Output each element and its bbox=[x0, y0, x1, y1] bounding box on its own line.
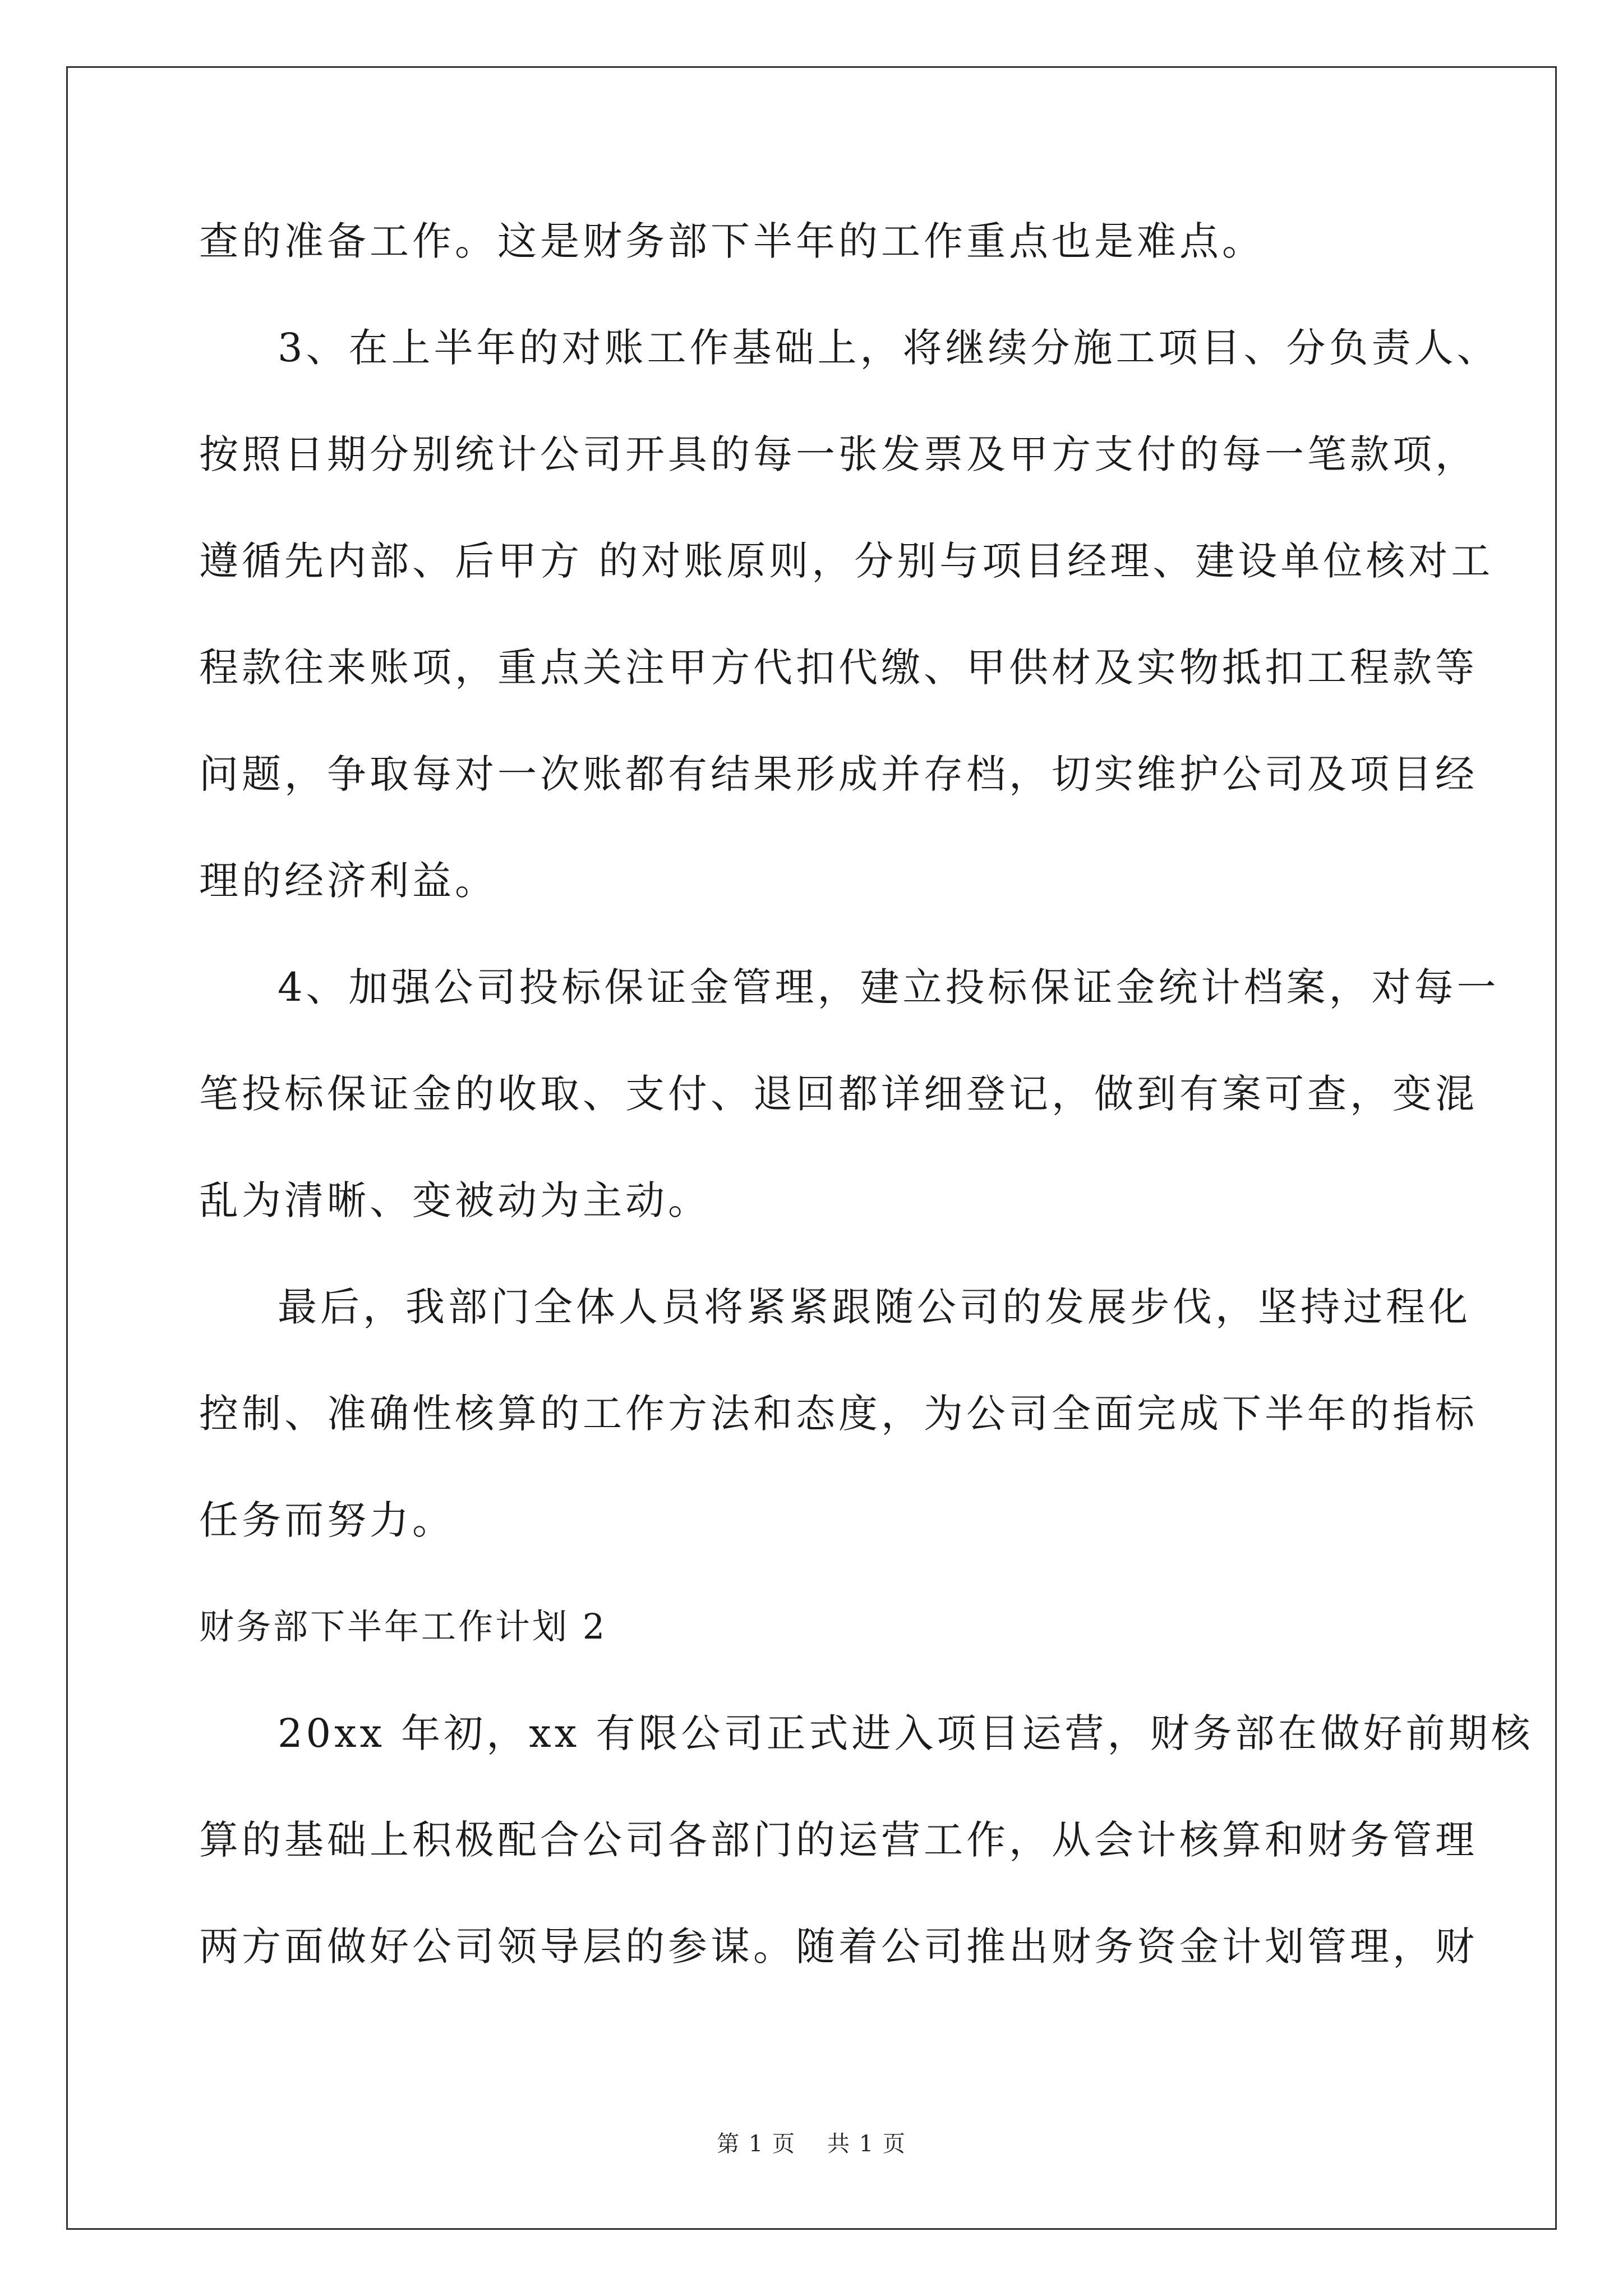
page-number-current: 第 1 页 bbox=[717, 2131, 796, 2157]
page-number-total: 共 1 页 bbox=[827, 2131, 906, 2157]
paragraph-line: 按照日期分别统计公司开具的每一张发票及甲方支付的每一笔款项， bbox=[199, 431, 1478, 477]
section-heading: 财务部下半年工作计划 2 bbox=[199, 1606, 607, 1647]
paragraph-line: 查的准备工作。这是财务部下半年的工作重点也是难点。 bbox=[199, 218, 1265, 264]
document-body bbox=[199, 208, 1534, 2019]
page-footer bbox=[0, 2126, 1623, 2158]
paragraph-line: 最后，我部门全体人员将紧紧跟随公司的发展步伐，坚持过程化 bbox=[278, 1284, 1471, 1330]
paragraph-line: 4、加强公司投标保证金管理，建立投标保证金统计档案，对每一 bbox=[278, 964, 1500, 1010]
paragraph-line: 乱为清晰、变被动为主动。 bbox=[199, 1177, 711, 1223]
paragraph-line: 3、在上半年的对账工作基础上，将继续分施工项目、分负责人、 bbox=[278, 325, 1500, 371]
paragraph-line: 控制、准确性核算的工作方法和态度，为公司全面完成下半年的指标 bbox=[199, 1391, 1478, 1437]
paragraph-line: 问题，争取每对一次账都有结果形成并存档，切实维护公司及项目经 bbox=[199, 751, 1478, 797]
paragraph-line: 两方面做好公司领导层的参谋。随着公司推出财务资金计划管理，财 bbox=[199, 1924, 1478, 1970]
paragraph-line: 程款往来账项，重点关注甲方代扣代缴、甲供材及实物抵扣工程款等 bbox=[199, 645, 1478, 691]
paragraph-line: 理的经济利益。 bbox=[199, 858, 497, 904]
paragraph-line: 20xx 年初，xx 有限公司正式进入项目运营，财务部在做好前期核 bbox=[278, 1710, 1534, 1756]
paragraph-line: 任务而努力。 bbox=[199, 1497, 455, 1543]
paragraph-line: 遵循先内部、后甲方 的对账原则，分别与项目经理、建设单位核对工 bbox=[199, 538, 1494, 584]
paragraph-line: 笔投标保证金的收取、支付、退回都详细登记，做到有案可查，变混 bbox=[199, 1071, 1478, 1117]
paragraph-line: 算的基础上积极配合公司各部门的运营工作，从会计核算和财务管理 bbox=[199, 1817, 1478, 1863]
